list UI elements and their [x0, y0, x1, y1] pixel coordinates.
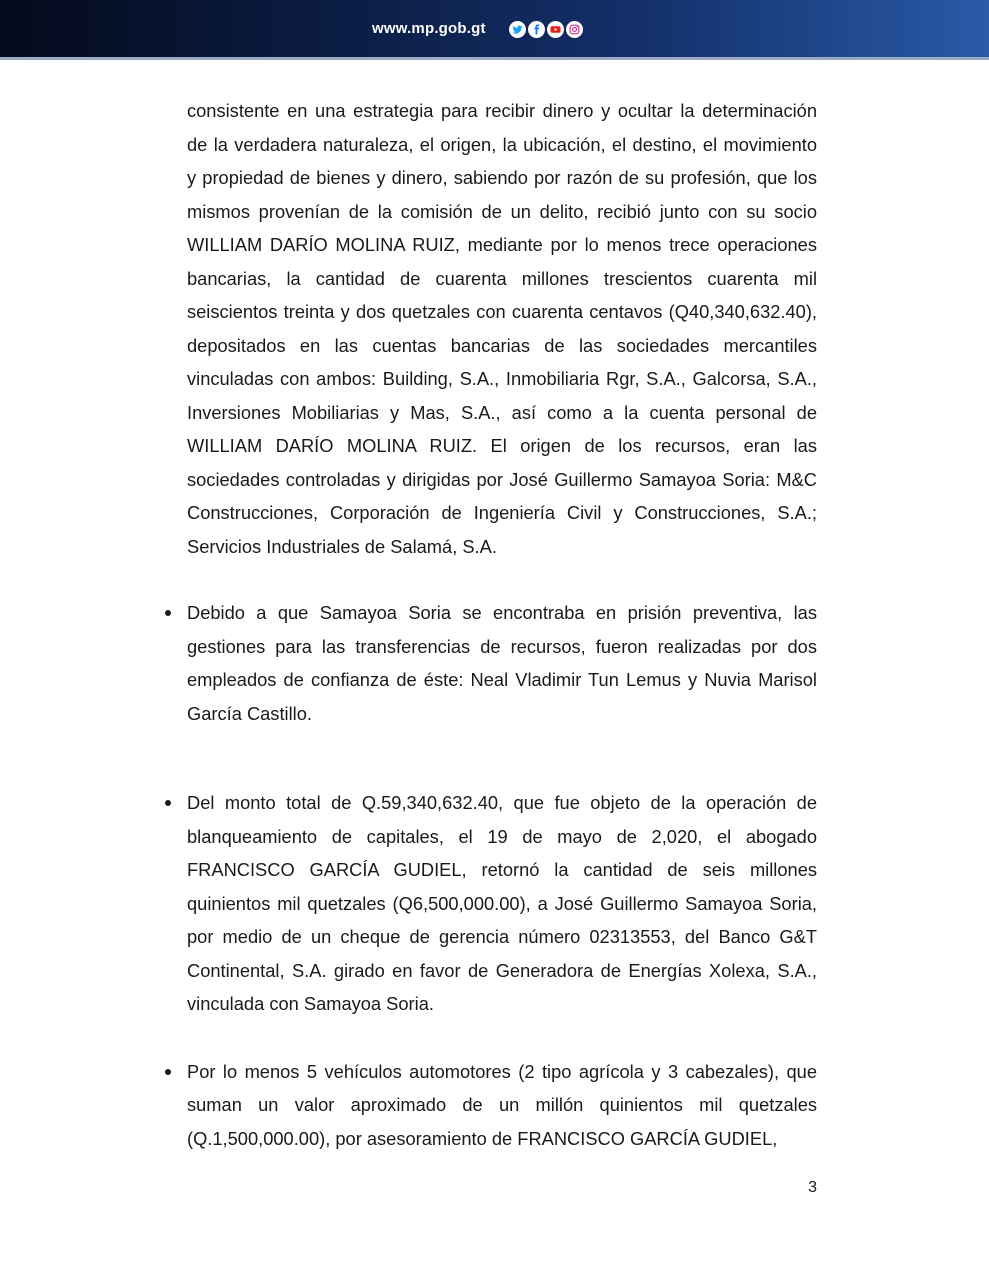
bullet-item-check-return: Del monto total de Q.59,340,632.40, que fue objeto de la operación de blanqueamiento de capitales, el 19 de mayo de 2,020, el abogado FRANCISCO GARCÍA GUDIEL, retornó la cantidad de seis millones quinientos mil quetzales (Q6,500,000.00), a José Guillermo Samayoa Soria, por medio de un cheque de gerencia número 02313553, del Banco G&T Continental, S.A. girado en favor de Generadora de Energías Xolexa, S.A., vinculada con Samayoa Soria. [187, 786, 817, 1021]
instagram-icon[interactable] [566, 21, 583, 38]
intro-paragraph: consistente en una estrategia para recibir dinero y ocultar la determinación de la verdadera naturaleza, el origen, la ubicación, el destino, el movimiento y propiedad de bienes y dinero, sabiendo por razón de su profesión, que los mismos provenían de la comisión de un delito, recibió junto con su socio WILLIAM DARÍO MOLINA RUIZ, mediante por lo menos trece operaciones bancarias, la cantidad de cuarenta millones trescientos cuarenta mil seiscientos treinta y dos quetzales con cuarenta centavos (Q40,340,632.40), depositados en las cuentas bancarias de las sociedades mercantiles vinculadas con ambos: Building, S.A., Inmobiliaria Rgr, S.A., Galcorsa, S.A., Inversiones Mobiliarias y Mas, S.A., así como a la cuenta personal de WILLIAM DARÍO MOLINA RUIZ. El origen de los recursos, eran las sociedades controladas y dirigidas por José Guillermo Samayoa Soria: M&C Construcciones, Corporación de Ingeniería Civil y Construcciones, S.A.; Servicios Industriales de Salamá, S.A. [187, 100, 817, 557]
page-number: 3 [808, 1179, 817, 1196]
bullet-list [187, 596, 817, 1155]
website-url[interactable]: www.mp.gob.gt [372, 20, 486, 37]
facebook-icon[interactable] [528, 21, 545, 38]
twitter-icon[interactable] [509, 21, 526, 38]
bullet-item-transfers: Debido a que Samayoa Soria se encontraba en prisión preventiva, las gestiones para las transferencias de recursos, fueron realizadas por dos empleados de confianza de éste: Neal Vladimir Tun Lemus y Nuvia Marisol García Castillo. [187, 596, 817, 730]
youtube-icon[interactable] [547, 21, 564, 38]
social-icons [509, 21, 583, 38]
bullet-item-vehicles: Por lo menos 5 vehículos automotores (2 tipo agrícola y 3 cabezales), que suman un valor aproximado de un millón quinientos mil quetzales (Q.1,500,000.00), por asesoramiento de FRANCISCO GARCÍA GUDIEL, [187, 1055, 817, 1156]
document-body [187, 94, 817, 1155]
header-bar [0, 0, 989, 60]
